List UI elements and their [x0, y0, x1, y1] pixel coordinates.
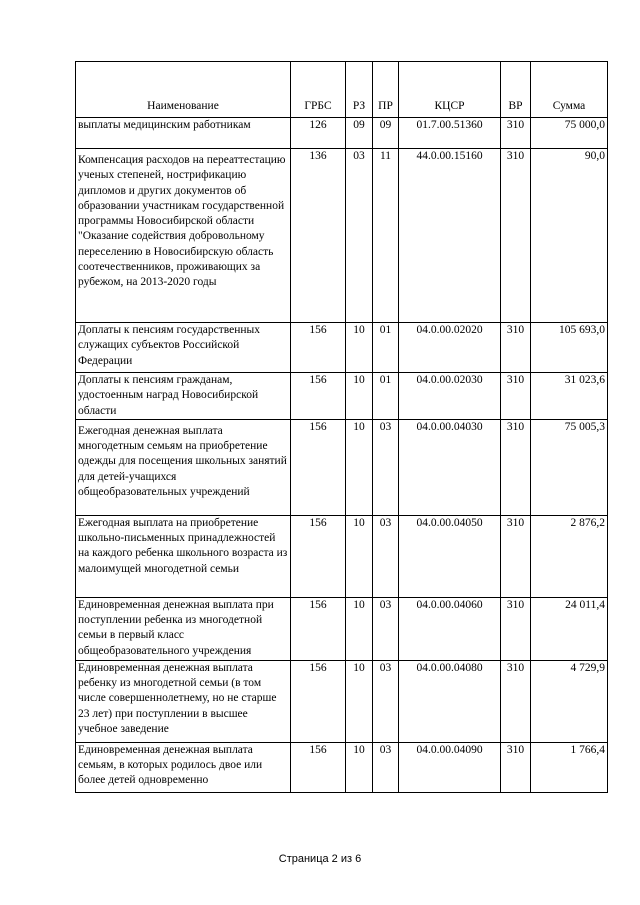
row-sum: 4 729,9: [531, 660, 608, 742]
row-name: Доплаты к пенсиям гражданам, удостоенным наград Новосибирской области: [76, 373, 291, 420]
row-rz: 09: [346, 118, 373, 149]
row-name: Доплаты к пенсиям государственных служащих субъектов Российской Федерации: [76, 323, 291, 373]
row-pr: 03: [373, 660, 399, 742]
row-grbs: 156: [291, 419, 346, 515]
row-vr: 310: [501, 660, 531, 742]
row-kcsr: 04.0.00.04080: [399, 660, 501, 742]
header-sum: Сумма: [531, 62, 608, 118]
row-pr: 01: [373, 373, 399, 420]
table-row: [76, 149, 608, 323]
row-sum: 75 000,0: [531, 118, 608, 149]
row-vr: 310: [501, 118, 531, 149]
row-vr: 310: [501, 419, 531, 515]
row-sum: 31 023,6: [531, 373, 608, 420]
table-row: [76, 742, 608, 792]
table-row: [76, 597, 608, 660]
row-grbs: 156: [291, 323, 346, 373]
row-kcsr: 04.0.00.04060: [399, 597, 501, 660]
table-row: [76, 419, 608, 515]
row-vr: 310: [501, 149, 531, 323]
row-pr: 03: [373, 515, 399, 597]
header-name: Наименование: [76, 62, 291, 118]
row-kcsr: 44.0.00.15160: [399, 149, 501, 323]
budget-table: [75, 61, 608, 793]
row-grbs: 156: [291, 373, 346, 420]
row-sum: 24 011,4: [531, 597, 608, 660]
header-kcsr: КЦСР: [399, 62, 501, 118]
row-rz: 10: [346, 373, 373, 420]
header-grbs: ГРБС: [291, 62, 346, 118]
table-row: [76, 660, 608, 742]
row-rz: 10: [346, 515, 373, 597]
row-rz: 10: [346, 323, 373, 373]
row-grbs: 156: [291, 660, 346, 742]
row-kcsr: 04.0.00.02020: [399, 323, 501, 373]
row-pr: 03: [373, 419, 399, 515]
row-vr: 310: [501, 373, 531, 420]
page-number: Страница 2 из 6: [278, 853, 362, 865]
row-rz: 03: [346, 149, 373, 323]
row-grbs: 156: [291, 597, 346, 660]
row-pr: 01: [373, 323, 399, 373]
table-row: [76, 118, 608, 149]
row-sum: 2 876,2: [531, 515, 608, 597]
row-vr: 310: [501, 515, 531, 597]
row-pr: 09: [373, 118, 399, 149]
table-row: [76, 515, 608, 597]
row-kcsr: 01.7.00.51360: [399, 118, 501, 149]
row-kcsr: 04.0.00.04050: [399, 515, 501, 597]
row-grbs: 156: [291, 515, 346, 597]
row-sum: 1 766,4: [531, 742, 608, 792]
row-name: Ежегодная выплата на приобретение школьно-письменных принадлежностей на каждого ребенка школьного возраста из малоимущей многодетной семьи: [76, 515, 291, 597]
row-rz: 10: [346, 660, 373, 742]
row-vr: 310: [501, 742, 531, 792]
row-name: Единовременная денежная выплата семьям, в которых родилось двое или более детей одновременно: [76, 742, 291, 792]
header-rz: РЗ: [346, 62, 373, 118]
row-sum: 75 005,3: [531, 419, 608, 515]
row-name: Единовременная денежная выплата при поступлении ребенка из многодетной семьи в первый класс общеобразовательного учреждения: [76, 597, 291, 660]
row-pr: 11: [373, 149, 399, 323]
row-vr: 310: [501, 597, 531, 660]
row-grbs: 136: [291, 149, 346, 323]
row-grbs: 126: [291, 118, 346, 149]
table-header-row: [76, 62, 608, 118]
row-kcsr: 04.0.00.04090: [399, 742, 501, 792]
row-kcsr: 04.0.00.02030: [399, 373, 501, 420]
row-kcsr: 04.0.00.04030: [399, 419, 501, 515]
row-name: Ежегодная денежная выплата многодетным семьям на приобретение одежды для посещения школьных занятий для детей-учащихся общеобразовательных учреждений: [76, 419, 291, 515]
row-vr: 310: [501, 323, 531, 373]
table-row: [76, 323, 608, 373]
row-name: Компенсация расходов на переаттестацию ученых степеней, нострификацию дипломов и других документов об образовании участникам государственной программы Новосибирской области "Оказание содействия добровольному переселению в Новосибирскую область соотечественников, проживающих за рубежом, на 2013-2020 годы: [76, 149, 291, 323]
row-grbs: 156: [291, 742, 346, 792]
header-pr: ПР: [373, 62, 399, 118]
table-row: [76, 373, 608, 420]
row-rz: 10: [346, 597, 373, 660]
row-sum: 90,0: [531, 149, 608, 323]
row-rz: 10: [346, 742, 373, 792]
row-sum: 105 693,0: [531, 323, 608, 373]
row-pr: 03: [373, 597, 399, 660]
header-vr: ВР: [501, 62, 531, 118]
row-pr: 03: [373, 742, 399, 792]
row-rz: 10: [346, 419, 373, 515]
row-name: выплаты медицинским работникам: [76, 118, 291, 149]
row-name: Единовременная денежная выплата ребенку из многодетной семьи (в том числе совершеннолетнему, но не старше 23 лет) при поступлении в высшее учебное заведение: [76, 660, 291, 742]
